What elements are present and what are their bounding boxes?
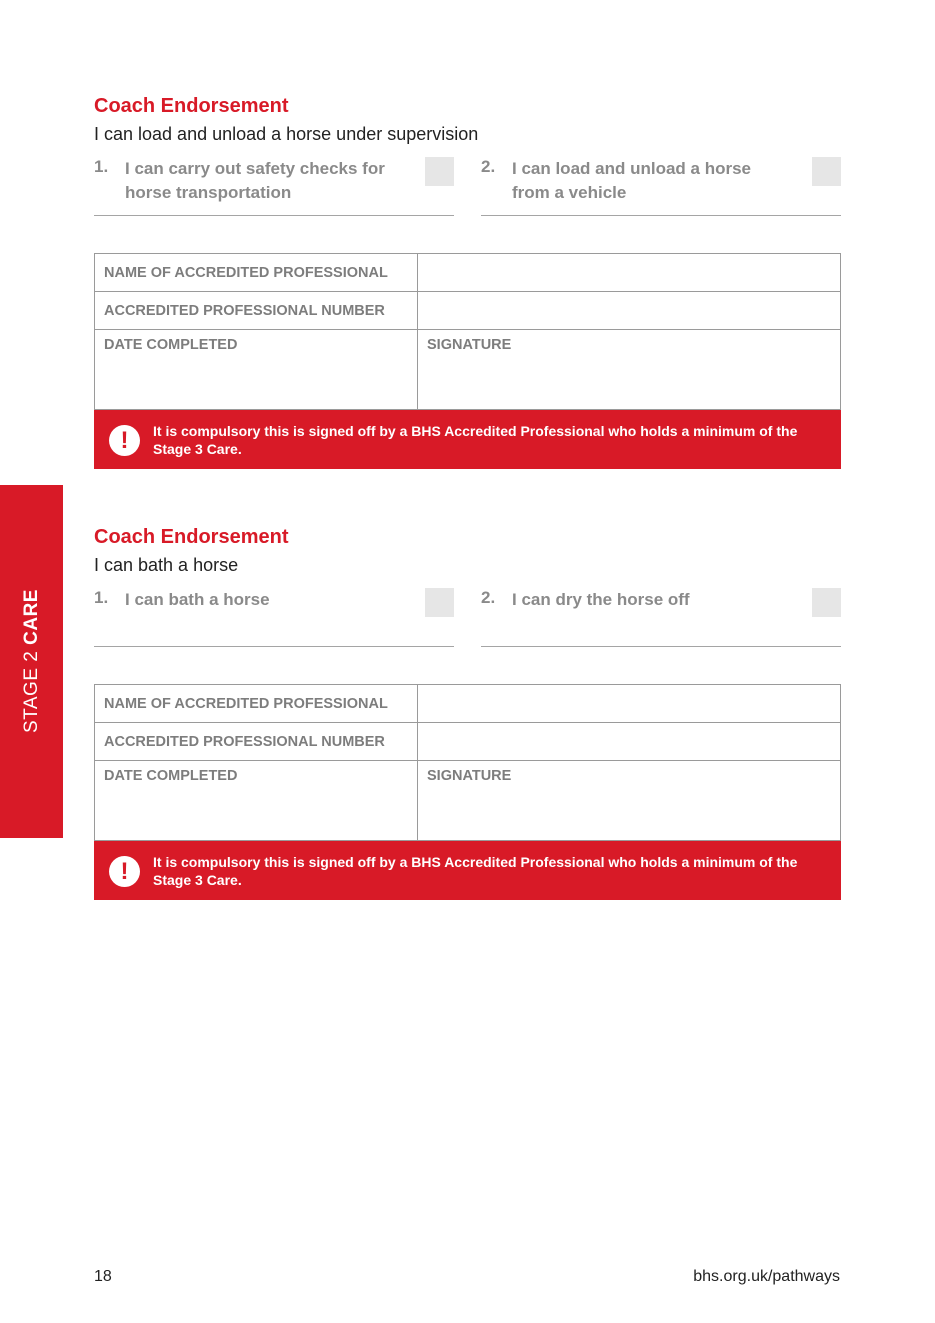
name-field[interactable] [418,254,841,292]
checklist-item-1 [94,588,454,647]
item-number: 1. [94,588,109,607]
signoff-form [94,253,841,410]
checklist [94,157,841,217]
section-subtitle: I can bath a horse [94,555,239,575]
item-checkbox[interactable] [812,588,841,617]
date-field[interactable] [95,761,418,841]
signoff-form [94,684,841,841]
item-checkbox[interactable] [812,157,841,186]
name-label: NAME OF ACCREDITED PROFESSIONAL [95,254,418,292]
endorsement-section-1 [94,94,841,469]
side-tab-prefix: STAGE 2 [21,650,42,733]
number-field[interactable] [418,723,841,761]
item-text: I can carry out safety checks for horse transportation [125,159,385,202]
date-label: DATE COMPLETED [104,337,238,353]
footer-url[interactable]: bhs.org.uk/pathways [693,1268,840,1285]
checklist-item-2 [481,157,841,216]
alert-text: It is compulsory this is signed off by a BHS Accredited Professional who holds a minimum of the Stage 3 Care. [153,854,798,888]
section-title: Coach Endorsement [94,95,289,117]
name-label: NAME OF ACCREDITED PROFESSIONAL [95,685,418,723]
side-tab-bold: CARE [21,589,42,645]
checklist-item-2 [481,588,841,647]
signature-label: SIGNATURE [427,768,512,784]
item-checkbox[interactable] [425,588,454,617]
item-number: 2. [481,157,496,176]
exclamation-icon: ! [109,856,140,887]
item-text: I can bath a horse [125,590,270,609]
item-text: I can load and unload a horse from a vehicle [512,159,751,202]
item-text: I can dry the horse off [512,590,690,609]
alert-text: It is compulsory this is signed off by a BHS Accredited Professional who holds a minimum of the Stage 3 Care. [153,423,798,457]
checklist-item-1 [94,157,454,216]
side-tab-label [21,589,43,733]
compulsory-alert [94,410,841,469]
date-field[interactable] [95,330,418,410]
number-label: ACCREDITED PROFESSIONAL NUMBER [95,292,418,330]
date-label: DATE COMPLETED [104,768,238,784]
section-title: Coach Endorsement [94,526,289,548]
item-number: 1. [94,157,109,176]
compulsory-alert [94,841,841,900]
item-checkbox[interactable] [425,157,454,186]
signature-field[interactable] [418,330,841,410]
item-number: 2. [481,588,496,607]
name-field[interactable] [418,685,841,723]
checklist [94,588,841,648]
number-label: ACCREDITED PROFESSIONAL NUMBER [95,723,418,761]
page-number: 18 [94,1268,112,1285]
number-field[interactable] [418,292,841,330]
signature-label: SIGNATURE [427,337,512,353]
signature-field[interactable] [418,761,841,841]
section-subtitle: I can load and unload a horse under supervision [94,124,479,144]
exclamation-icon: ! [109,425,140,456]
endorsement-section-2 [94,525,841,900]
